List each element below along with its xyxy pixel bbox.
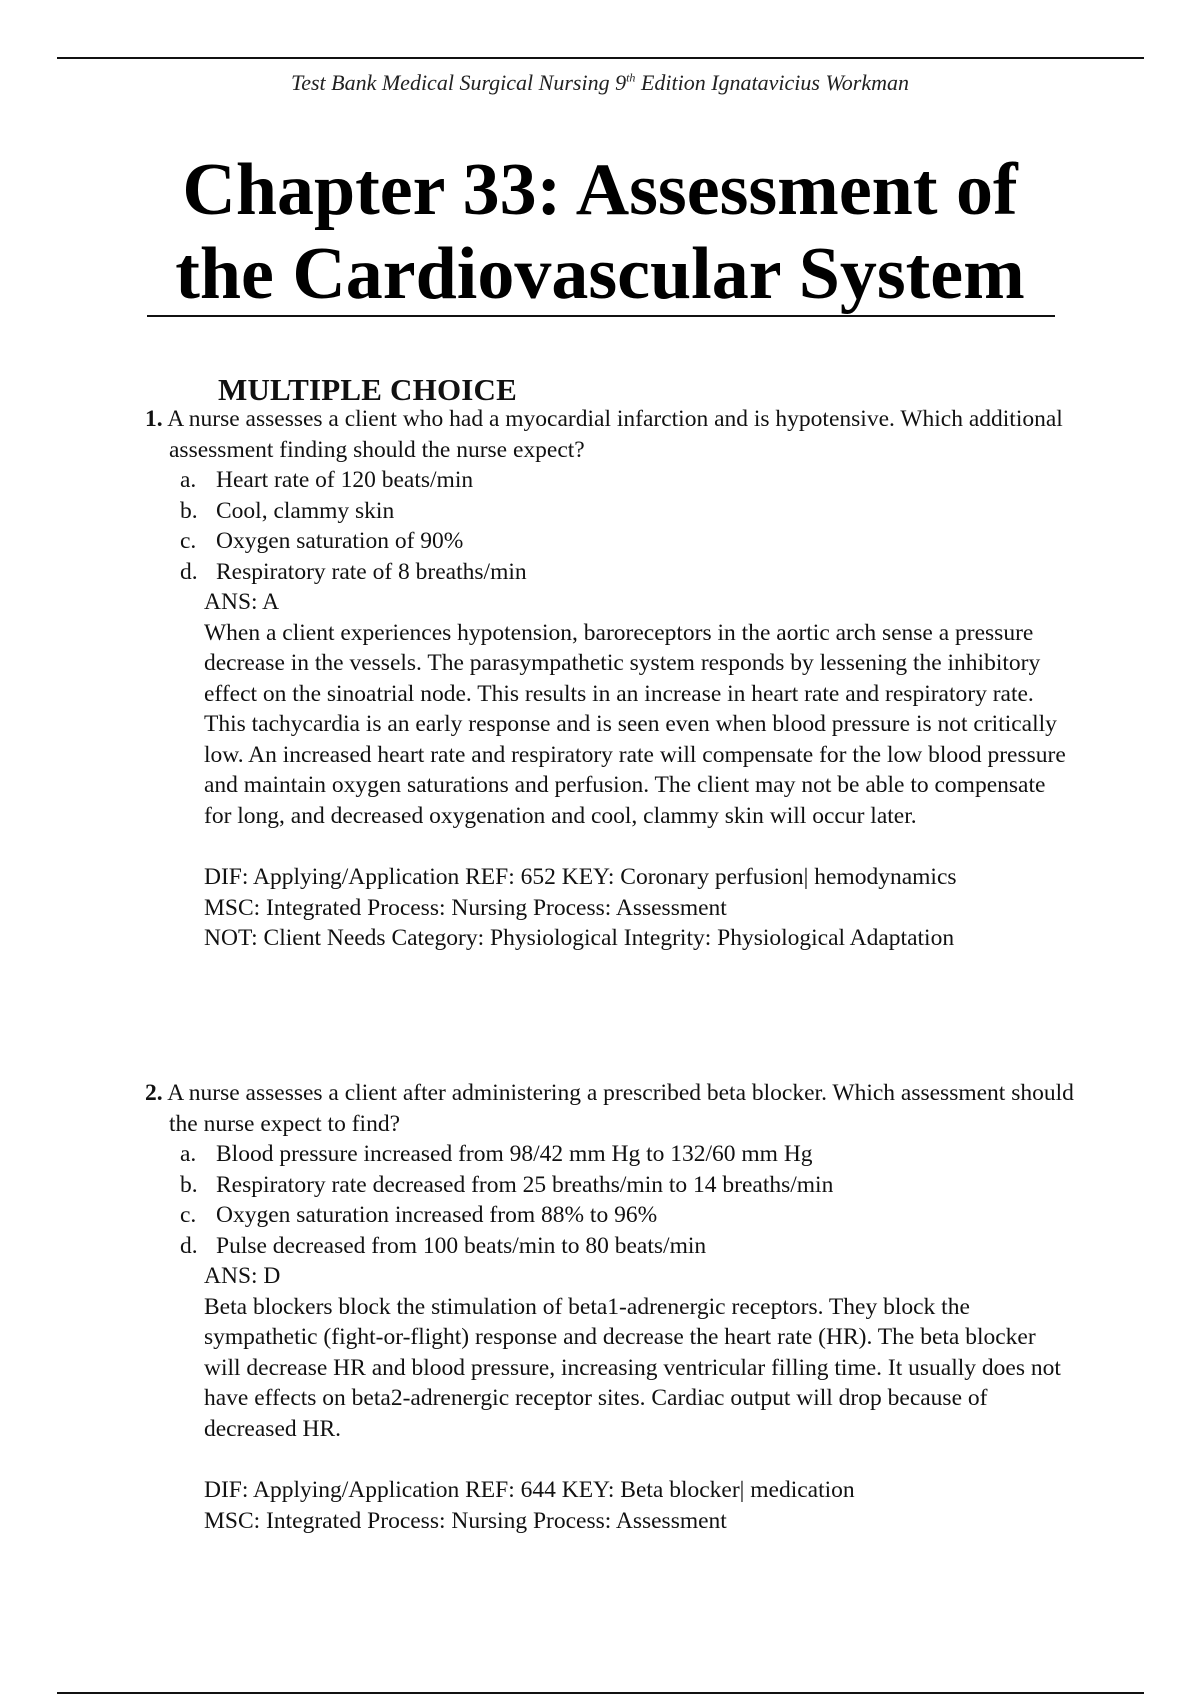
- question-stem: 1. A nurse assesses a client who had a myocardial infarction and is hypotensive. Which additional assessment finding should the nurse expect?: [145, 406, 1063, 463]
- answer-block: [145, 1261, 1075, 1536]
- chapter-title-line-1: Chapter 33: Assessment of: [182, 149, 1018, 231]
- choice-d: d. Pulse decreased from 100 beats/min to 80 beats/min: [180, 1232, 707, 1259]
- question-metadata: [204, 1475, 1075, 1536]
- answer-key: ANS: D: [204, 1263, 281, 1289]
- top-rule: [57, 57, 1144, 59]
- question-number: 2.: [145, 1080, 163, 1106]
- choice-c: c. Oxygen saturation increased from 88% to 96%: [180, 1202, 658, 1228]
- rationale: When a client experiences hypotension, baroreceptors in the aortic arch sense a pressure decrease in the vessels. The parasympathetic system responds by lessening the inhibitory effect on the sinoatrial node. This results in an increase in heart rate and respiratory rate. This tachycardia is an early response and is seen even when blood pressure is not critically low. An increased heart rate and respiratory rate will compensate for the low blood pressure and maintain oxygen saturations and perfusion. The client may not be able to compensate for long, and decreased oxygenation and cool, clammy skin will occur later.: [204, 619, 1066, 829]
- choice-list: [145, 1139, 1075, 1261]
- choice-a: a. Heart rate of 120 beats/min: [180, 467, 474, 493]
- choice-b: b. Respiratory rate decreased from 25 breaths/min to 14 breaths/min: [180, 1171, 834, 1198]
- question-number: 1.: [145, 406, 163, 432]
- answer-block: [145, 587, 1075, 954]
- choice-a: a. Blood pressure increased from 98/42 mm Hg to 132/60 mm Hg: [180, 1141, 813, 1167]
- msc-line: MSC: Integrated Process: Nursing Process: Assessment: [204, 894, 727, 921]
- choice-list: [145, 465, 1075, 587]
- running-header: Test Bank Medical Surgical Nursing 9th Edition Ignatavicius Workman: [291, 70, 909, 95]
- chapter-title: [120, 148, 1080, 316]
- dif-line: DIF: Applying/Application REF: 644 KEY: Beta blocker| medication: [204, 1477, 855, 1503]
- question-stem: 2. A nurse assesses a client after administering a prescribed beta blocker. Which assessment should the nurse expect to find?: [145, 1080, 1074, 1137]
- dif-line: DIF: Applying/Application REF: 652 KEY: Coronary perfusion| hemodynamics: [204, 864, 957, 890]
- question-1: [145, 404, 1075, 954]
- answer-key: ANS: A: [204, 589, 280, 615]
- choice-d: d. Respiratory rate of 8 breaths/min: [180, 558, 527, 585]
- choice-c: c. Oxygen saturation of 90%: [180, 528, 464, 554]
- bottom-rule: [57, 1692, 1144, 1694]
- msc-line: MSC: Integrated Process: Nursing Process: Assessment: [204, 1507, 727, 1534]
- question-2: [145, 1078, 1075, 1536]
- question-metadata: [204, 862, 1075, 954]
- title-underline: [147, 315, 1055, 317]
- choice-b: b. Cool, clammy skin: [180, 497, 395, 524]
- chapter-title-line-2: the Cardiovascular System: [175, 233, 1025, 315]
- section-heading: MULTIPLE CHOICE: [218, 372, 517, 407]
- not-line: NOT: Client Needs Category: Physiological Integrity: Physiological Adaptation: [204, 925, 955, 951]
- rationale: Beta blockers block the stimulation of beta1-adrenergic receptors. They block the sympathetic (fight-or-flight) response and decrease the heart rate (HR). The beta blocker will decrease HR and blood pressure, increasing ventricular filling time. It usually does not have effects on beta2-adrenergic receptor sites. Cardiac output will drop because of decreased HR.: [204, 1293, 1061, 1442]
